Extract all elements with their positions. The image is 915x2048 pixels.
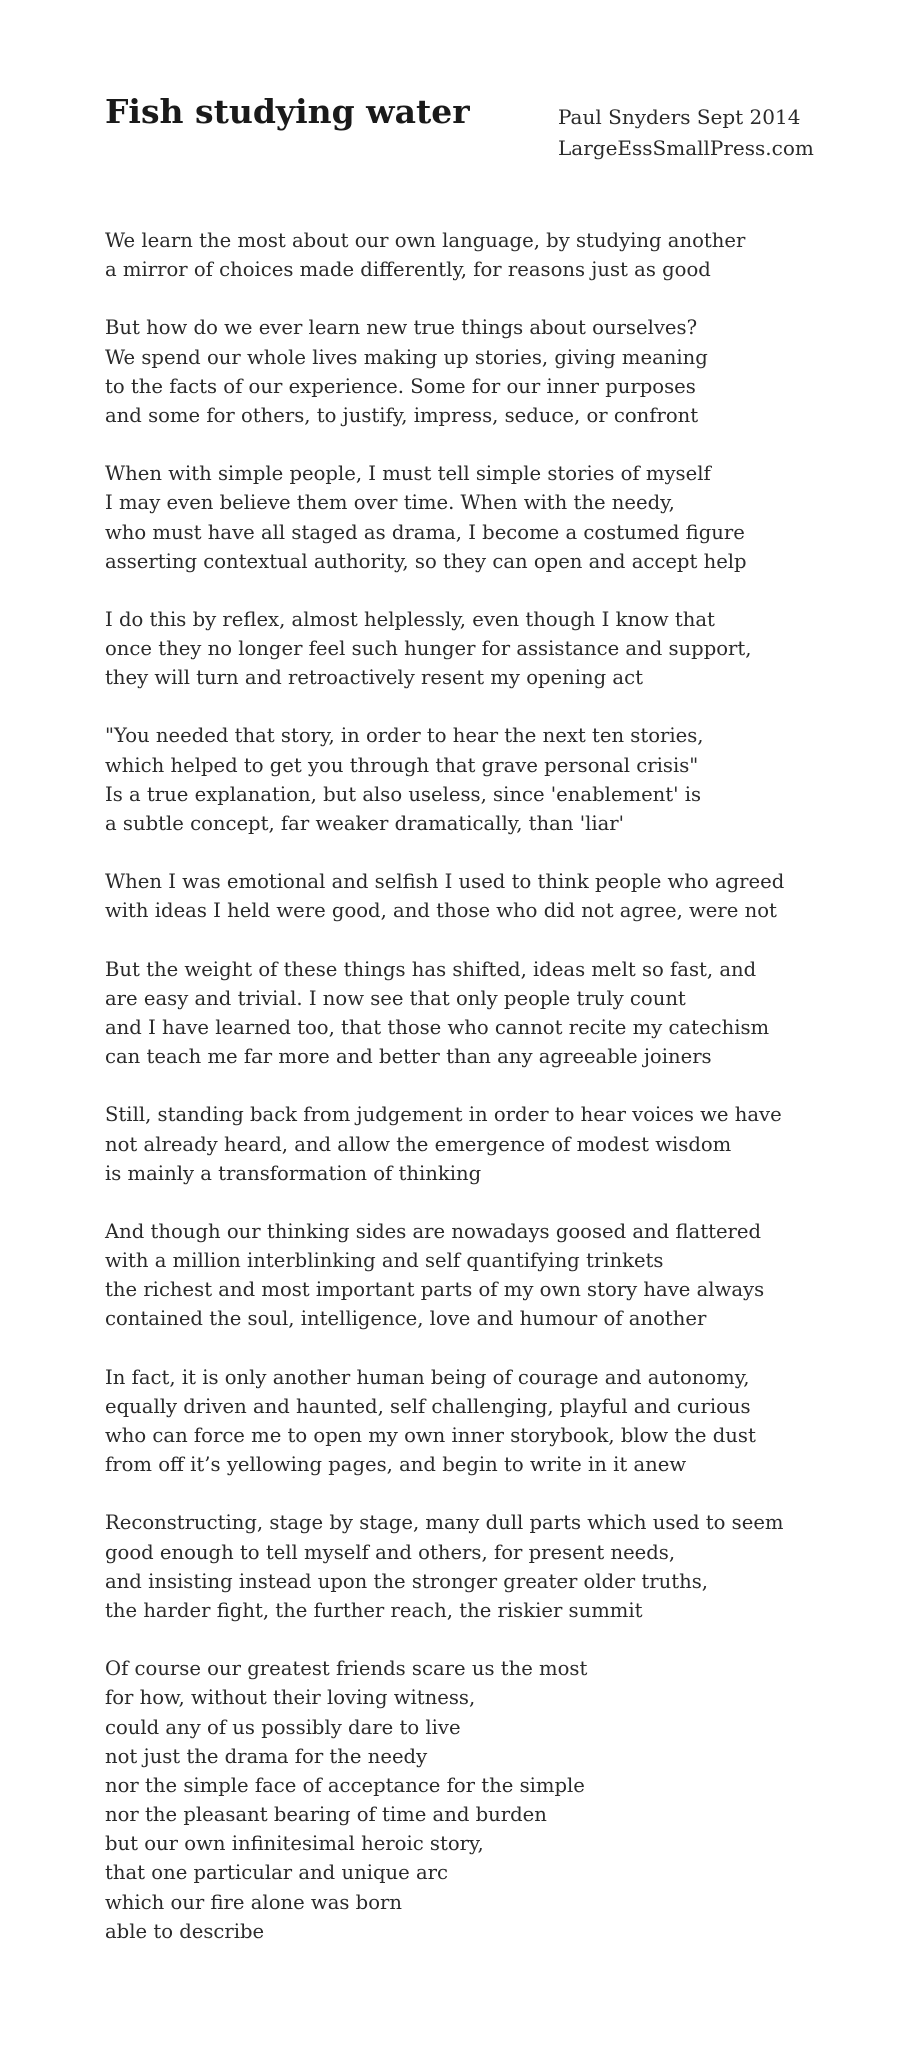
poem-line: When I was emotional and selfish I used to think people who agreed [105,870,785,894]
poem-line: and some for others, to justify, impress, seduce, or confront [105,403,699,427]
poem-line: I may even believe them over time. When with the needy, [105,491,675,515]
poem-line: We learn the most about our own language, by studying another [105,229,746,252]
stanza [105,955,885,1072]
stanza [105,1654,885,1946]
poem-line: In fact, it is only another human being of courage and autonomy, [105,1365,750,1389]
poem-line: which helped to get you through that grave personal crisis" [105,753,699,777]
stanza [105,1217,885,1334]
poem-line: a subtle concept, far weaker dramatically, than 'liar' [105,812,625,835]
poem-line: once they no longer feel such hunger for assistance and support, [105,637,752,661]
poem-line: is mainly a transformation of thinking [105,1161,482,1185]
poem-line: nor the simple face of acceptance for the simple [105,1773,585,1797]
stanza [105,1100,885,1188]
stanza [105,226,885,284]
poem-line: nor the pleasant bearing of time and burden [105,1803,547,1827]
poem-line: to the facts of our experience. Some for our inner purposes [105,374,696,398]
poem-line: good enough to tell myself and others, for present needs, [105,1540,676,1564]
poem-line: are easy and trivial. I now see that only people truly count [105,986,686,1010]
poem-line: who can force me to open my own inner storybook, blow the dust [105,1424,756,1447]
poem-line: from off it’s yellowing pages, and begin to write in it anew [105,1453,687,1477]
poem-line: asserting contextual authority, so they can open and accept help [105,549,747,573]
poem-line: which our fire alone was born [105,1890,402,1914]
poem-line: We spend our whole lives making up stories, giving meaning [105,345,708,369]
poem-line: and insisting instead upon the stronger greater older truths, [105,1569,708,1593]
poem-line: But the weight of these things has shifted, ideas melt so fast, and [105,957,757,981]
poem-line: the harder fight, the further reach, the riskier summit [105,1598,643,1622]
poem-line: not just the drama for the needy [105,1744,428,1768]
poem-line: could any of us possibly dare to live [105,1715,461,1739]
poem-line: a mirror of choices made differently, for reasons just as good [105,258,711,282]
poem-line: When with simple people, I must tell simple stories of myself [105,462,711,486]
poem-line: contained the soul, intelligence, love and humour of another [105,1307,707,1331]
poem-line: able to describe [105,1919,265,1943]
poem-line: with ideas I held were good, and those who did not agree, were not [105,899,777,923]
stanza [105,867,885,925]
stanza [105,1508,885,1625]
poem-body [105,226,885,1975]
poem-line: I do this by reflex, almost helplessly, even though I know that [105,607,715,631]
poem-line: Of course our greatest friends scare us the most [105,1657,588,1681]
poem-line: can teach me far more and better than any agreeable joiners [105,1045,712,1069]
poem-line: "You needed that story, in order to hear the next ten stories, [105,724,704,748]
poem-line: with a million interblinking and self quantifying trinkets [105,1249,664,1273]
poem-line: and I have learned too, that those who cannot recite my catechism [105,1015,770,1039]
poem-line: not already heard, and allow the emergence of modest wisdom [105,1132,732,1156]
poem-line: they will turn and retroactively resent my opening act [105,666,643,690]
poem-line: the richest and most important parts of my own story have always [105,1278,765,1302]
poem-line: And though our thinking sides are nowadays goosed and flattered [105,1219,762,1243]
poem-line: that one particular and unique arc [105,1861,448,1885]
author-date: Paul Snyders Sept 2014 [558,105,801,129]
poem-line: But how do we ever learn new true things about ourselves? [105,316,698,340]
poem-line: for how, without their loving witness, [105,1686,476,1710]
poem-line: Is a true explanation, but also useless, since 'enablement' is [105,782,702,806]
poem-line: who must have all staged as drama, I become a costumed figure [105,520,745,544]
poem-line: equally driven and haunted, self challenging, playful and curious [105,1394,751,1418]
poem-line: Reconstructing, stage by stage, many dull parts which used to seem [105,1511,784,1535]
poem-title: Fish studying water [105,92,470,131]
poem-line: Still, standing back from judgement in order to hear voices we have [105,1103,782,1127]
poem-line: but our own infinitesimal heroic story, [105,1832,484,1856]
byline [558,102,814,164]
stanza [105,721,885,838]
website-text: LargeEssSmallPress.com [558,136,814,160]
stanza [105,1363,885,1480]
stanza [105,605,885,693]
stanza [105,313,885,430]
stanza [105,459,885,576]
